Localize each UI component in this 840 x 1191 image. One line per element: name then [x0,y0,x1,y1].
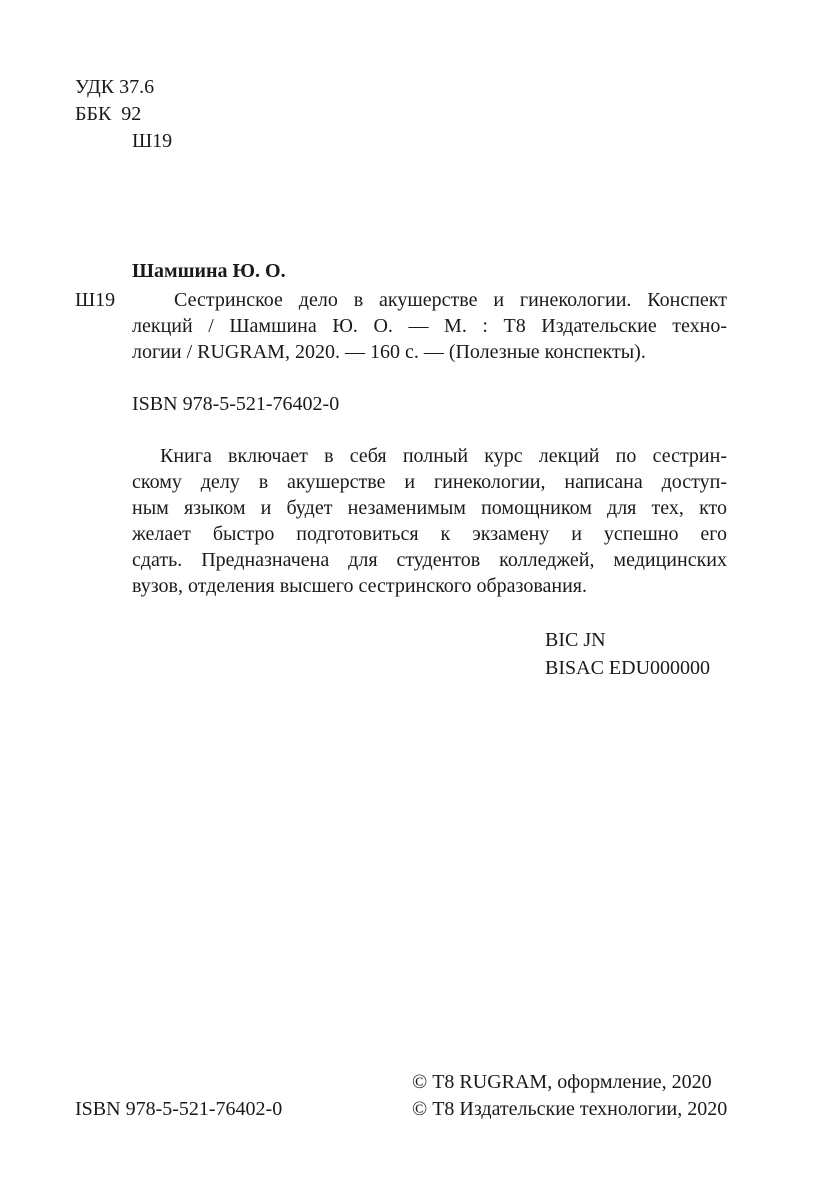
annotation-line: сдать. Предназначена для студентов колледжей, медицинских [132,549,727,571]
annotation-line: желает быстро подготовиться к экзамену и успешно его [132,523,727,545]
bibliographic-description [132,287,727,365]
annotation-line: Книга включает в себя полный курс лекций по сестрин- [160,445,727,467]
udk-code: УДК 37.6 [75,76,155,98]
description-line: логии / RUGRAM, 2020. — 160 с. — (Полезные конспекты). [132,341,646,363]
author-heading: Шамшина Ю. О. [132,260,286,282]
bbk-code: ББК 92 [75,103,142,125]
isbn-record: ISBN 978-5-521-76402-0 [132,393,340,415]
annotation-line: скому делу в акушерстве и гинекологии, написана доступ- [132,471,727,493]
author-sign-top: Ш19 [132,130,173,152]
bisac-code: BISAC EDU000000 [545,657,711,679]
description-line: Сестринское дело в акушерстве и гинекологии. Конспект [174,289,727,311]
copyright-publisher: © Т8 Издательские технологии, 2020 [412,1098,728,1120]
annotation [132,443,727,599]
description-line: лекций / Шамшина Ю. О. — М. : Т8 Издательские техно- [132,315,727,337]
author-sign: Ш19 [75,289,116,311]
copyright-design: © Т8 RUGRAM, оформление, 2020 [412,1071,712,1093]
footer-isbn: ISBN 978-5-521-76402-0 [75,1098,283,1120]
bic-code: BIC JN [545,629,606,651]
annotation-line: вузов, отделения высшего сестринского образования. [132,575,587,597]
annotation-line: ным языком и будет незаменимым помощником для тех, кто [132,497,727,519]
